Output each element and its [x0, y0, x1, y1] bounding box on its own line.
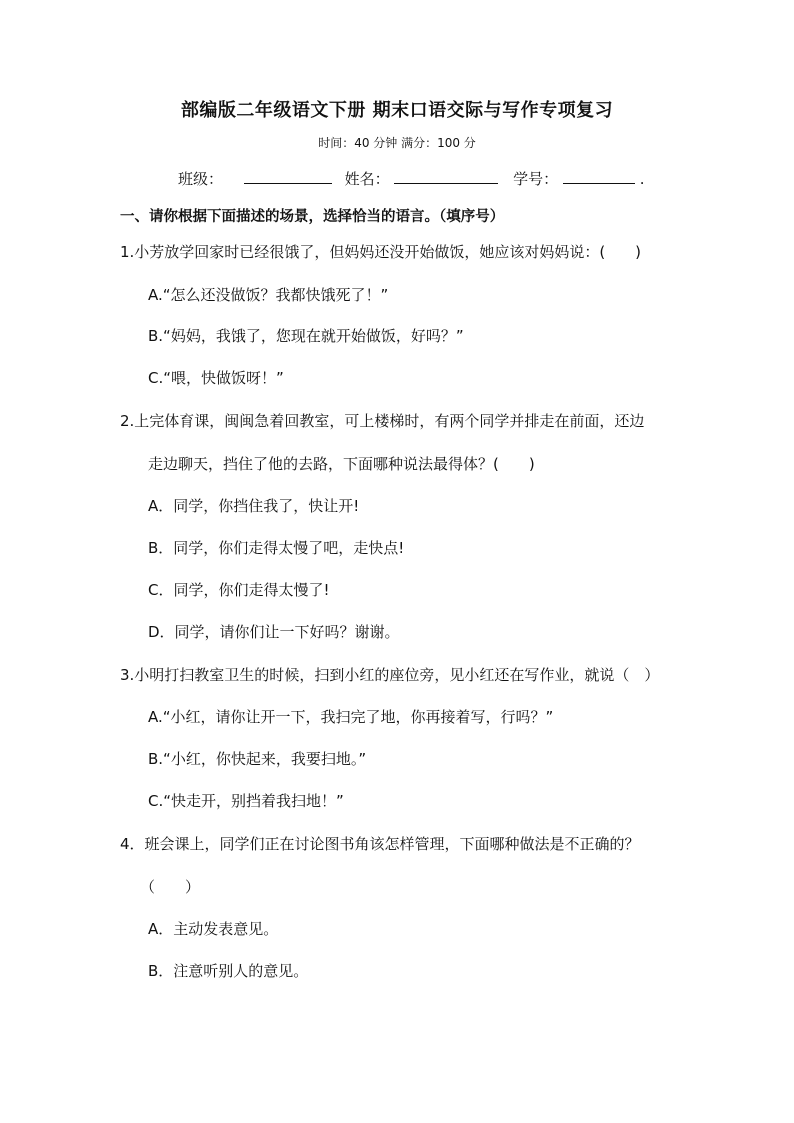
student-info-row: [178, 168, 645, 189]
student-id-label: 学号：: [513, 170, 559, 188]
question-4-answer-parens: （ ）: [140, 878, 201, 896]
question-3-option-c: C.“快走开，别挡着我扫地！”: [148, 792, 344, 810]
question-3-stem: 3.小明打扫教室卫生的时候，扫到小红的座位旁，见小红还在写作业，就说（ ）: [120, 666, 660, 684]
question-1-stem: 1.小芳放学回家时已经很饿了，但妈妈还没开始做饭，她应该对妈妈说：( ): [120, 243, 642, 261]
question-4-option-b: B．注意听别人的意见。: [148, 962, 309, 980]
end-mark: .: [639, 170, 645, 188]
student-id-blank[interactable]: [563, 169, 635, 184]
section-title: 一、请你根据下面描述的场景，选择恰当的语言。（填序号）: [120, 209, 505, 225]
question-2-option-a: A．同学，你挡住我了，快让开!: [148, 497, 360, 515]
question-4-stem-line-1: 4．班会课上，同学们正在讨论图书角该怎样管理，下面哪种做法是不正确的？: [120, 835, 640, 853]
exam-time-score: 时间：40 分钟 满分：100 分: [318, 136, 476, 150]
question-2-option-d: D．同学，请你们让一下好吗？谢谢。: [148, 623, 400, 641]
name-label: 姓名：: [344, 170, 390, 188]
question-4-option-a: A．主动发表意见。: [148, 920, 279, 938]
question-2-option-b: B．同学，你们走得太慢了吧，走快点!: [148, 539, 405, 557]
question-2-stem-line-2: 走边聊天，挡住了他的去路，下面哪种说法最得体？( ): [148, 455, 535, 473]
question-1-option-c: C.“喂，快做饭呀！”: [148, 369, 284, 387]
question-1-option-b: B.“妈妈，我饿了，您现在就开始做饭，好吗？”: [148, 327, 464, 345]
class-label: 班级：: [178, 170, 224, 188]
question-3-option-a: A.“小红，请你让开一下，我扫完了地，你再接着写，行吗？”: [148, 708, 554, 726]
name-blank[interactable]: [394, 169, 498, 184]
page-title: 部编版二年级语文下册 期末口语交际与写作专项复习: [180, 100, 614, 121]
question-3-option-b: B.“小红，你快起来，我要扫地。”: [148, 750, 367, 768]
question-2-option-c: C．同学，你们走得太慢了!: [148, 581, 330, 599]
class-blank[interactable]: [244, 169, 332, 184]
question-2-stem-line-1: 2.上完体育课，闽闽急着回教室，可上楼梯时，有两个同学并排走在前面，还边: [120, 412, 645, 430]
question-1-option-a: A.“怎么还没做饭？我都快饿死了！”: [148, 286, 389, 304]
